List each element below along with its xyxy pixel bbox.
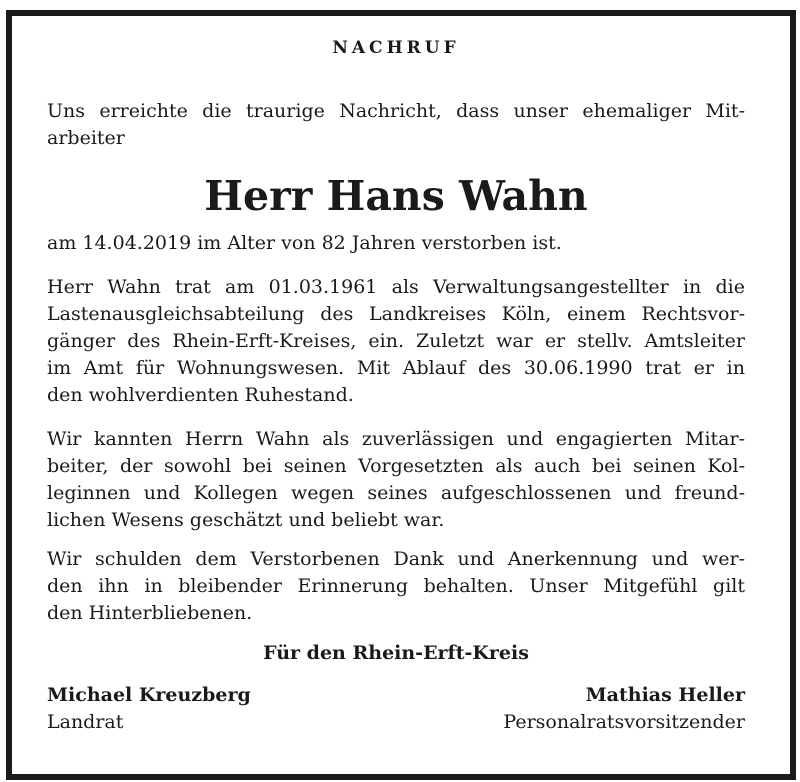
career-line: den wohlverdienten Ruhestand. (47, 384, 354, 406)
signatory-right (503, 682, 745, 736)
tribute-line: Wir kannten Herrn Wahn als zuverlässigen und engagierten Mitar- (47, 428, 745, 450)
career-line: Lastenausgleichsabteilung des Landkreises Köln, einem Rechtsvor- (47, 303, 745, 325)
gratitude-paragraph (47, 546, 745, 627)
signatory-name: Michael Kreuzberg (47, 684, 251, 706)
tribute-paragraph (47, 426, 745, 534)
signatory-title: Landrat (47, 711, 124, 733)
signatory-left (47, 682, 251, 736)
deceased-name: Herr Hans Wahn (204, 172, 588, 220)
gratitude-line: den Hinterbliebenen. (47, 602, 253, 624)
tribute-line: lichen Wesens geschätzt und beliebt war. (47, 509, 445, 531)
gratitude-line: den ihn in bleibender Erinnerung behalten. Unser Mitgefühl gilt (47, 575, 745, 597)
organization-line: Für den Rhein-Erft-Kreis (263, 642, 529, 664)
gratitude-line: Wir schulden dem Verstorbenen Dank und Anerkennung und wer- (47, 548, 745, 570)
death-statement (47, 230, 745, 257)
obituary-heading: NACHRUF (332, 38, 460, 58)
career-line: Herr Wahn trat am 01.03.1961 als Verwaltungsangestellter in die (47, 276, 745, 298)
intro-line: arbeiter (47, 127, 125, 149)
death-statement-line: am 14.04.2019 im Alter von 82 Jahren verstorben ist. (47, 232, 562, 254)
career-line: gänger des Rhein-Erft-Kreises, ein. Zuletzt war er stellv. Amtsleiter (47, 330, 745, 352)
signatory-name: Mathias Heller (585, 684, 745, 706)
career-paragraph (47, 274, 745, 409)
career-line: im Amt für Wohnungswesen. Mit Ablauf des 30.06.1990 trat er in (47, 357, 745, 379)
intro-line: Uns erreichte die traurige Nachricht, dass unser ehemaliger Mit- (47, 100, 745, 122)
intro-paragraph (47, 98, 745, 152)
tribute-line: beiter, der sowohl bei seinen Vorgesetzten als auch bei seinen Kol- (47, 455, 745, 477)
signatory-title: Personalratsvorsitzender (503, 711, 745, 733)
tribute-line: leginnen und Kollegen wegen seines aufgeschlossenen und freund- (47, 482, 745, 504)
